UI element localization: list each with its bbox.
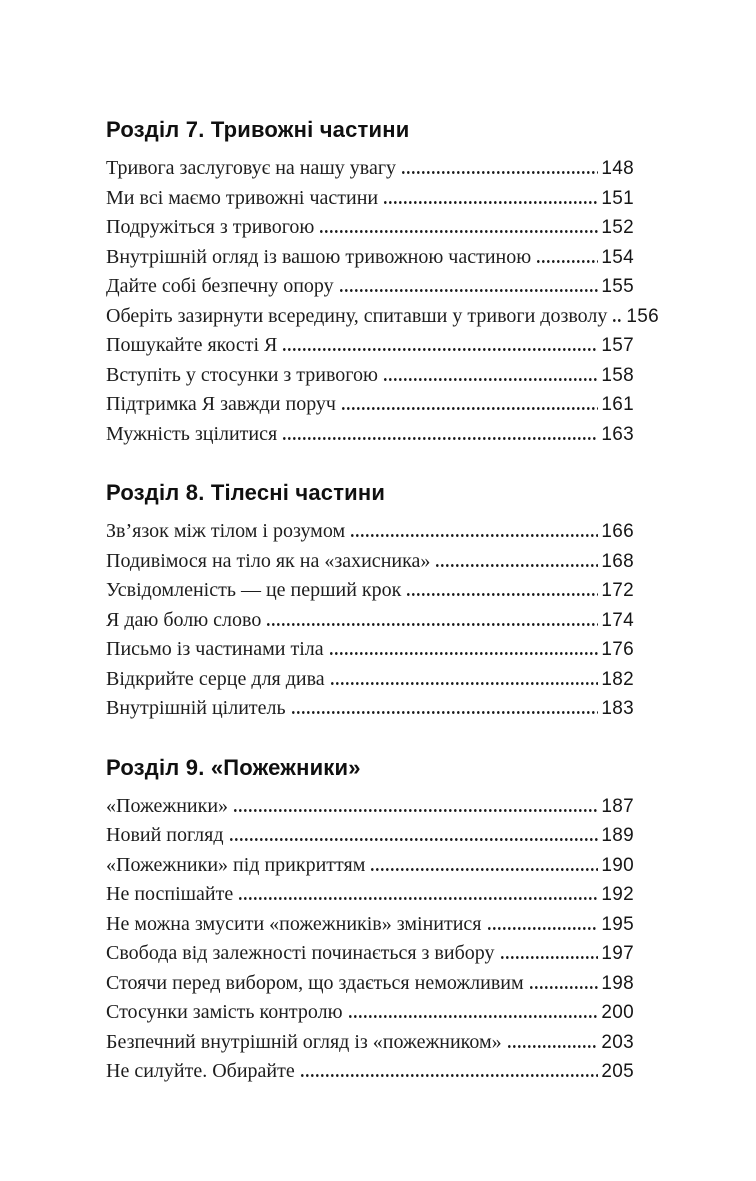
entry-title: Подивімося на тіло як на «захисника» (106, 549, 431, 572)
entry-page-number: 154 (601, 246, 634, 268)
dot-leader (234, 809, 598, 812)
entry-page-number: 157 (601, 335, 634, 356)
entry-title: Подружіться з тривогою (106, 216, 315, 238)
entry-page-number: 156 (626, 305, 659, 327)
entry-title: Дайте собі безпечну опору (106, 275, 334, 297)
toc-entry (106, 213, 634, 243)
entry-page-number: 148 (601, 158, 634, 179)
entry-page-number: 197 (601, 943, 634, 964)
toc-entry (106, 576, 634, 606)
entry-title: «Пожежники» (106, 794, 229, 817)
entry-title: Усвідомленість — це перший крок (106, 579, 402, 601)
entry-title: Відкрийте серце для дива (106, 667, 325, 690)
toc-entry (106, 910, 634, 940)
dot-leader (530, 986, 599, 989)
entry-title: Ми всі маємо тривожні частини (106, 186, 379, 209)
dot-leader (283, 437, 598, 440)
entry-title: Оберіть зазирнути всередину, спитавши у тривоги дозволу (106, 304, 608, 327)
entry-title: Стоячи перед вибором, що здається неможливим (106, 971, 524, 994)
toc-entry (106, 420, 634, 450)
entry-title: Тривога заслуговує на нашу увагу (106, 157, 397, 179)
toc-entry (106, 154, 634, 184)
toc-entry (106, 1028, 634, 1058)
dot-leader (230, 838, 599, 841)
entry-page-number: 172 (601, 580, 634, 601)
entry-title: Мужність зцілитися (106, 422, 278, 445)
entry-page-number: 151 (601, 187, 634, 209)
dot-leader (351, 534, 598, 537)
dot-leader (301, 1074, 599, 1077)
dot-leader (407, 593, 598, 596)
dot-leader (342, 407, 598, 410)
entry-title: «Пожежники» під прикриттям (106, 853, 366, 876)
dot-leader (613, 319, 623, 322)
toc-entry (106, 851, 634, 881)
entry-page-number: 200 (601, 1002, 634, 1023)
toc-entry (106, 517, 634, 547)
entry-title: Вступіть у стосунки з тривогою (106, 363, 378, 386)
entry-title: Зв’язок між тілом і розумом (106, 520, 346, 542)
entry-page-number: 161 (601, 394, 634, 415)
dot-leader (331, 682, 599, 685)
entry-page-number: 166 (601, 521, 634, 542)
entry-page-number: 182 (601, 668, 634, 690)
entry-page-number: 195 (601, 913, 634, 935)
section-heading: Розділ 9. «Пожежники» (106, 754, 361, 780)
dot-leader (371, 868, 598, 871)
dot-leader (349, 1015, 599, 1018)
entry-page-number: 189 (601, 825, 634, 846)
dot-leader (239, 897, 598, 900)
dot-leader (384, 378, 598, 381)
entry-title: Свобода від залежності починається з вибору (106, 942, 495, 964)
toc-entry (106, 184, 634, 214)
entry-title: Письмо із частинами тіла (106, 638, 324, 660)
entry-page-number: 168 (601, 550, 634, 572)
section-rows (106, 792, 634, 1087)
toc-entry (106, 302, 659, 332)
entry-page-number: 187 (601, 795, 634, 817)
entry-page-number: 190 (601, 854, 634, 876)
dot-leader (537, 260, 598, 263)
toc-entry (106, 998, 634, 1028)
entry-page-number: 174 (601, 609, 634, 631)
entry-title: Пошукайте якості Я (106, 334, 278, 356)
entry-title: Я даю болю слово (106, 608, 262, 631)
dot-leader (292, 711, 599, 714)
toc-entry (106, 694, 634, 724)
toc-section (106, 755, 634, 1087)
entry-title: Безпечний внутрішній огляд із «пожежником» (106, 1030, 502, 1053)
entry-title: Не силуйте. Обирайте (106, 1060, 295, 1082)
toc-entry (106, 821, 634, 851)
toc-entry (106, 331, 634, 361)
toc-section (106, 117, 659, 449)
entry-title: Не можна змусити «пожежників» змінитися (106, 912, 482, 935)
entry-page-number: 198 (601, 972, 634, 994)
entry-page-number: 155 (601, 276, 634, 297)
entry-page-number: 163 (601, 423, 634, 445)
toc-entry (106, 390, 634, 420)
toc-entry (106, 361, 634, 391)
dot-leader (501, 956, 599, 959)
entry-title: Стосунки замість контролю (106, 1001, 343, 1023)
toc-entry (106, 606, 634, 636)
entry-page-number: 183 (601, 698, 634, 719)
entry-page-number: 203 (601, 1031, 634, 1053)
toc-entry (106, 665, 634, 695)
entry-page-number: 158 (601, 364, 634, 386)
section-heading: Розділ 7. Тривожні частини (106, 117, 410, 142)
toc-entry (106, 635, 634, 665)
dot-leader (330, 652, 599, 655)
toc-entry (106, 969, 634, 999)
toc-entry (106, 272, 634, 302)
toc-entry (106, 792, 634, 822)
toc-entry (106, 1057, 634, 1087)
entry-title: Внутрішній огляд із вашою тривожною частиною (106, 245, 532, 268)
dot-leader (436, 564, 598, 567)
dot-leader (320, 230, 598, 233)
entry-title: Підтримка Я завжди поруч (106, 393, 336, 415)
entry-title: Новий погляд (106, 824, 224, 846)
entry-page-number: 192 (601, 884, 634, 905)
entry-title: Внутрішній цілитель (106, 697, 286, 719)
dot-leader (384, 201, 598, 204)
entry-title: Не поспішайте (106, 883, 234, 905)
toc-entry (106, 547, 634, 577)
section-rows (106, 517, 634, 724)
section-heading: Розділ 8. Тілесні частини (106, 480, 386, 505)
dot-leader (267, 623, 598, 626)
toc-entry (106, 243, 634, 273)
entry-page-number: 205 (601, 1061, 634, 1082)
dot-leader (283, 348, 598, 351)
dot-leader (508, 1045, 599, 1048)
entry-page-number: 176 (601, 639, 634, 660)
section-rows (106, 154, 659, 449)
toc-section (106, 480, 634, 724)
dot-leader (402, 171, 598, 174)
dot-leader (340, 289, 599, 292)
toc-entry (106, 880, 634, 910)
entry-page-number: 152 (601, 217, 634, 238)
dot-leader (488, 927, 599, 930)
toc-entry (106, 939, 634, 969)
